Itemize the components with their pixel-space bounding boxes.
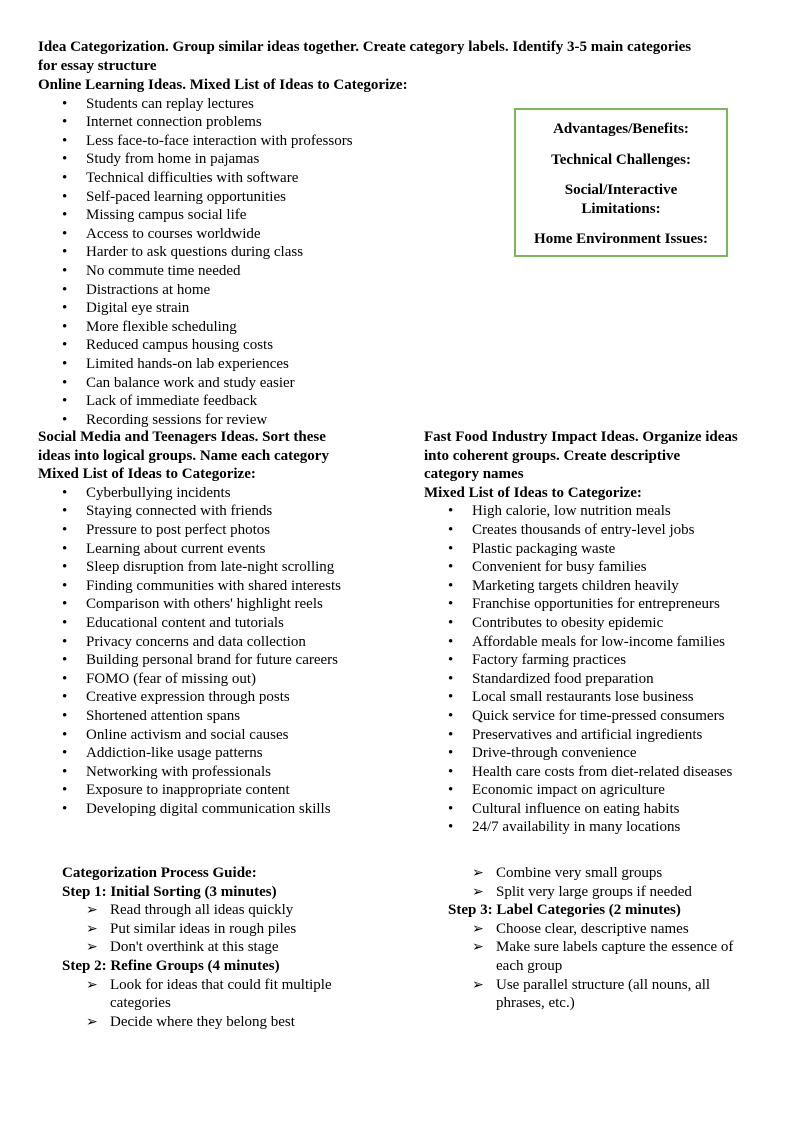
list-item: • Affordable meals for low-income families bbox=[424, 633, 774, 652]
process-guide-left bbox=[62, 864, 382, 1031]
list-item: • Addiction-like usage patterns bbox=[38, 744, 378, 763]
list-item: • Finding communities with shared interests bbox=[38, 577, 378, 596]
fastfood-heading-1: Fast Food Industry Impact Ideas. Organize ideas bbox=[424, 429, 738, 445]
fastfood-heading-2: into coherent groups. Create descriptive bbox=[424, 447, 681, 464]
fastfood-heading-3: category names bbox=[424, 466, 524, 483]
list-item: • Drive-through convenience bbox=[424, 744, 774, 763]
online-learning-list bbox=[38, 95, 488, 430]
instructions-line-1: Idea Categorization. Group similar ideas together. Create category labels. Identify 3-5 main categories bbox=[38, 39, 692, 55]
list-item: • Health care costs from diet-related diseases bbox=[424, 763, 774, 782]
list-item: • Local small restaurants lose business bbox=[424, 688, 774, 707]
list-item: ➢ Use parallel structure (all nouns, all phrases, etc.) bbox=[448, 976, 756, 1013]
list-item: • Convenient for busy families bbox=[424, 558, 774, 577]
list-item: • Plastic packaging waste bbox=[424, 540, 774, 559]
step-1-list bbox=[62, 901, 382, 957]
list-item: ➢ Make sure labels capture the essence of each group bbox=[448, 938, 756, 975]
list-item: ➢ Choose clear, descriptive names bbox=[448, 920, 768, 939]
list-item: • Cyberbullying incidents bbox=[38, 484, 378, 503]
list-item: • No commute time needed bbox=[38, 262, 488, 281]
list-item: • Online activism and social causes bbox=[38, 726, 378, 745]
list-item: • Comparison with others' highlight reels bbox=[38, 595, 378, 614]
list-item: • Marketing targets children heavily bbox=[424, 577, 774, 596]
category-label: Home Environment Issues: bbox=[534, 231, 708, 248]
category-label: Social/Interactive Limitations: bbox=[564, 182, 678, 217]
category-label: Advantages/Benefits: bbox=[553, 121, 689, 137]
online-learning-section bbox=[38, 76, 488, 429]
list-item: • Sleep disruption from late-night scrolling bbox=[38, 558, 378, 577]
guide-title: Categorization Process Guide: bbox=[62, 865, 257, 881]
social-media-section bbox=[38, 428, 378, 818]
list-item: • Limited hands-on lab experiences bbox=[38, 355, 488, 374]
list-item: • 24/7 availability in many locations bbox=[424, 818, 774, 837]
fast-food-list bbox=[424, 502, 774, 837]
list-item: • Technical difficulties with software bbox=[38, 169, 488, 188]
list-item: • Educational content and tutorials bbox=[38, 614, 378, 633]
list-item: • Cultural influence on eating habits bbox=[424, 800, 774, 819]
list-item: ➢ Combine very small groups bbox=[448, 864, 768, 883]
list-item: • Harder to ask questions during class bbox=[38, 243, 488, 262]
social-media-list bbox=[38, 484, 378, 819]
fast-food-section bbox=[424, 428, 774, 837]
list-item: • Contributes to obesity epidemic bbox=[424, 614, 774, 633]
list-item: • Franchise opportunities for entrepreneurs bbox=[424, 595, 774, 614]
social-heading-3: Mixed List of Ideas to Categorize: bbox=[38, 466, 256, 483]
list-item: • High calorie, low nutrition meals bbox=[424, 502, 774, 521]
list-item: • Access to courses worldwide bbox=[38, 225, 488, 244]
list-item: • Creates thousands of entry-level jobs bbox=[424, 521, 774, 540]
list-item: • Developing digital communication skills bbox=[38, 800, 378, 819]
list-item: ➢ Put similar ideas in rough piles bbox=[62, 920, 382, 939]
social-heading-1: Social Media and Teenagers Ideas. Sort these bbox=[38, 429, 326, 445]
list-item: • Distractions at home bbox=[38, 281, 488, 300]
list-item: • Digital eye strain bbox=[38, 299, 488, 318]
list-item: • Shortened attention spans bbox=[38, 707, 378, 726]
list-item: • Exposure to inappropriate content bbox=[38, 781, 378, 800]
list-item: • Staying connected with friends bbox=[38, 502, 378, 521]
list-item: • More flexible scheduling bbox=[38, 318, 488, 337]
category-label: Technical Challenges: bbox=[551, 151, 691, 168]
list-item: • Economic impact on agriculture bbox=[424, 781, 774, 800]
fastfood-heading-4: Mixed List of Ideas to Categorize: bbox=[424, 484, 642, 501]
step-2-heading: Step 2: Refine Groups (4 minutes) bbox=[62, 957, 280, 974]
list-item: ➢ Don't overthink at this stage bbox=[62, 938, 382, 957]
list-item: • Internet connection problems bbox=[38, 113, 488, 132]
step-3-heading: Step 3: Label Categories (2 minutes) bbox=[448, 902, 681, 919]
list-item: • Creative expression through posts bbox=[38, 688, 378, 707]
step-2-list-continued bbox=[448, 864, 768, 901]
process-guide-right bbox=[448, 864, 768, 1013]
list-item: • FOMO (fear of missing out) bbox=[38, 670, 378, 689]
list-item: • Networking with professionals bbox=[38, 763, 378, 782]
list-item: ➢ Decide where they belong best bbox=[62, 1013, 382, 1032]
list-item: • Students can replay lectures bbox=[38, 95, 488, 114]
list-item: • Pressure to post perfect photos bbox=[38, 521, 378, 540]
list-item: • Recording sessions for review bbox=[38, 411, 488, 430]
list-item: • Factory farming practices bbox=[424, 651, 774, 670]
list-item: • Preservatives and artificial ingredients bbox=[424, 726, 774, 745]
page-header bbox=[38, 38, 768, 75]
list-item: • Missing campus social life bbox=[38, 206, 488, 225]
social-heading-2: ideas into logical groups. Name each category bbox=[38, 447, 329, 464]
list-item: ➢ Look for ideas that could fit multiple categories bbox=[62, 976, 340, 1013]
list-item: ➢ Read through all ideas quickly bbox=[62, 901, 382, 920]
step-1-heading: Step 1: Initial Sorting (3 minutes) bbox=[62, 883, 277, 900]
list-item: • Reduced campus housing costs bbox=[38, 336, 488, 355]
step-3-list bbox=[448, 920, 768, 1013]
list-item: • Building personal brand for future careers bbox=[38, 651, 378, 670]
list-item: • Learning about current events bbox=[38, 540, 378, 559]
list-item: ➢ Split very large groups if needed bbox=[448, 883, 768, 902]
online-learning-heading: Online Learning Ideas. Mixed List of Ideas to Categorize: bbox=[38, 77, 408, 93]
category-labels-box bbox=[514, 108, 728, 257]
list-item: • Privacy concerns and data collection bbox=[38, 633, 378, 652]
list-item: • Study from home in pajamas bbox=[38, 150, 488, 169]
list-item: • Less face-to-face interaction with professors bbox=[38, 132, 488, 151]
list-item: • Lack of immediate feedback bbox=[38, 392, 488, 411]
list-item: • Self-paced learning opportunities bbox=[38, 188, 488, 207]
step-2-list bbox=[62, 976, 382, 1032]
instructions-line-2: for essay structure bbox=[38, 57, 157, 74]
list-item: • Standardized food preparation bbox=[424, 670, 774, 689]
list-item: • Can balance work and study easier bbox=[38, 374, 488, 393]
list-item: • Quick service for time-pressed consumers bbox=[424, 707, 774, 726]
